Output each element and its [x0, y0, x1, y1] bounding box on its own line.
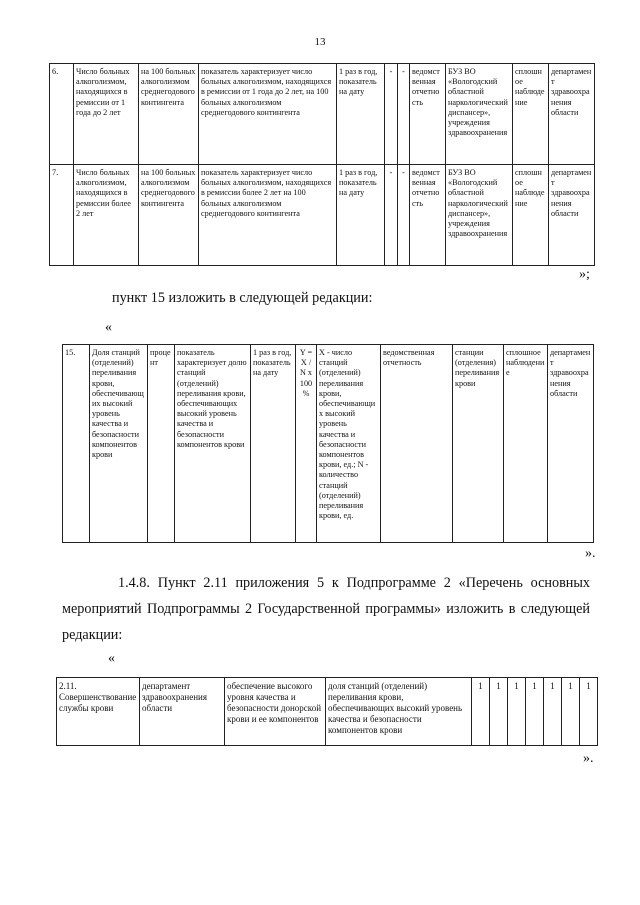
year-value: 1 [562, 678, 580, 746]
executor: департамент здравоохранения области [140, 678, 225, 746]
data-source: ведомственная отчетность [381, 345, 453, 543]
formula: Y = X / N x 100 % [296, 345, 317, 543]
dash-cell: - [398, 165, 410, 266]
responsible: БУЗ ВО «Вологодский областной наркологический диспансер», учреждения здравоохранения [446, 165, 513, 266]
indicator-name: Доля станций (отделений) переливания крови, обеспечивающих высокий уровень качества и безопасности компонентов крови [90, 345, 148, 543]
description: показатель характеризует долю станций (отделений) переливания крови, обеспечивающих высокий уровень качества и безопасности компонентов крови [175, 345, 251, 543]
paragraph-item-15: пункт 15 изложить в следующей редакции: [112, 290, 373, 306]
indicator-table-row-15 [62, 344, 594, 543]
row-number: 7. [50, 165, 74, 266]
data-source: ведомственная отчетность [410, 64, 446, 165]
responsible: станции (отделения) переливания крови [453, 345, 504, 543]
close-quote: ». [583, 751, 594, 766]
description: показатель характеризует число больных алкоголизмом, находящихся в ремиссии от 1 года до 2 лет, на 100 больных алкоголизмом среднегодового контингента [199, 64, 337, 165]
row-number: 6. [50, 64, 74, 165]
year-value: 1 [580, 678, 598, 746]
indicator-name: Число больных алкоголизмом, находящихся в ремиссии более 2 лет [74, 165, 139, 266]
department: департамент здравоохранения области [549, 165, 595, 266]
data-source: ведомственная отчетность [410, 165, 446, 266]
activities-table-row-2-11 [56, 677, 598, 746]
unit: на 100 больных алкоголизмом среднегодового контингента [139, 165, 199, 266]
department: департамент здравоохранения области [548, 345, 594, 543]
responsible: БУЗ ВО «Вологодский областной наркологический диспансер», учреждения здравоохранения [446, 64, 513, 165]
expected-result: обеспечение высокого уровня качества и безопасности донорской крови и ее компонентов [225, 678, 326, 746]
method: сплошное наблюдение [513, 64, 549, 165]
period: 1 раз в год, показатель на дату [337, 165, 385, 266]
department: департамент здравоохранения области [549, 64, 595, 165]
close-quote: »; [579, 267, 590, 282]
table-row [63, 345, 594, 543]
indicators-table-rows-6-7 [49, 63, 595, 266]
unit: процент [148, 345, 175, 543]
unit: на 100 больных алкоголизмом среднегодового контингента [139, 64, 199, 165]
dash-cell: - [398, 64, 410, 165]
page-number: 13 [314, 36, 326, 48]
close-quote: ». [585, 546, 596, 561]
period: 1 раз в год, показатель на дату [251, 345, 296, 543]
method: сплошное наблюдение [504, 345, 548, 543]
method: сплошное наблюдение [513, 165, 549, 266]
row-number: 15. [63, 345, 90, 543]
year-value: 1 [544, 678, 562, 746]
description: показатель характеризует число больных алкоголизмом, находящихся в ремиссии более 2 лет на 100 больных алкоголизмом среднегодового контингента [199, 165, 337, 266]
year-value: 1 [508, 678, 526, 746]
open-quote: « [108, 651, 115, 666]
year-value: 1 [490, 678, 508, 746]
table-row [50, 64, 595, 165]
paragraph-1-4-8: 1.4.8. Пункт 2.11 приложения 5 к Подпрограмме 2 «Перечень основных мероприятий Подпрограммы 2 Государственной программы» изложить в следующей редакции: [62, 575, 590, 643]
indicator: доля станций (отделений) переливания крови, обеспечивающих высокий уровень качества и безопасности компонентов крови [326, 678, 472, 746]
table-row [57, 678, 598, 746]
dash-cell: - [385, 64, 398, 165]
year-value: 1 [472, 678, 490, 746]
period: 1 раз в год, показатель на дату [337, 64, 385, 165]
dash-cell: - [385, 165, 398, 266]
table-row [50, 165, 595, 266]
variables: X - число станций (отделений) переливания крови, обеспечивающих высокий уровень качества и безопасности компонентов крови, ед.; N - количество станций (отделений) переливания крови, ед. [317, 345, 381, 543]
activity-name: 2.11. Совершенствование службы крови [57, 678, 140, 746]
indicator-name: Число больных алкоголизмом, находящихся в ремиссии от 1 года до 2 лет [74, 64, 139, 165]
open-quote: « [105, 320, 112, 335]
year-value: 1 [526, 678, 544, 746]
